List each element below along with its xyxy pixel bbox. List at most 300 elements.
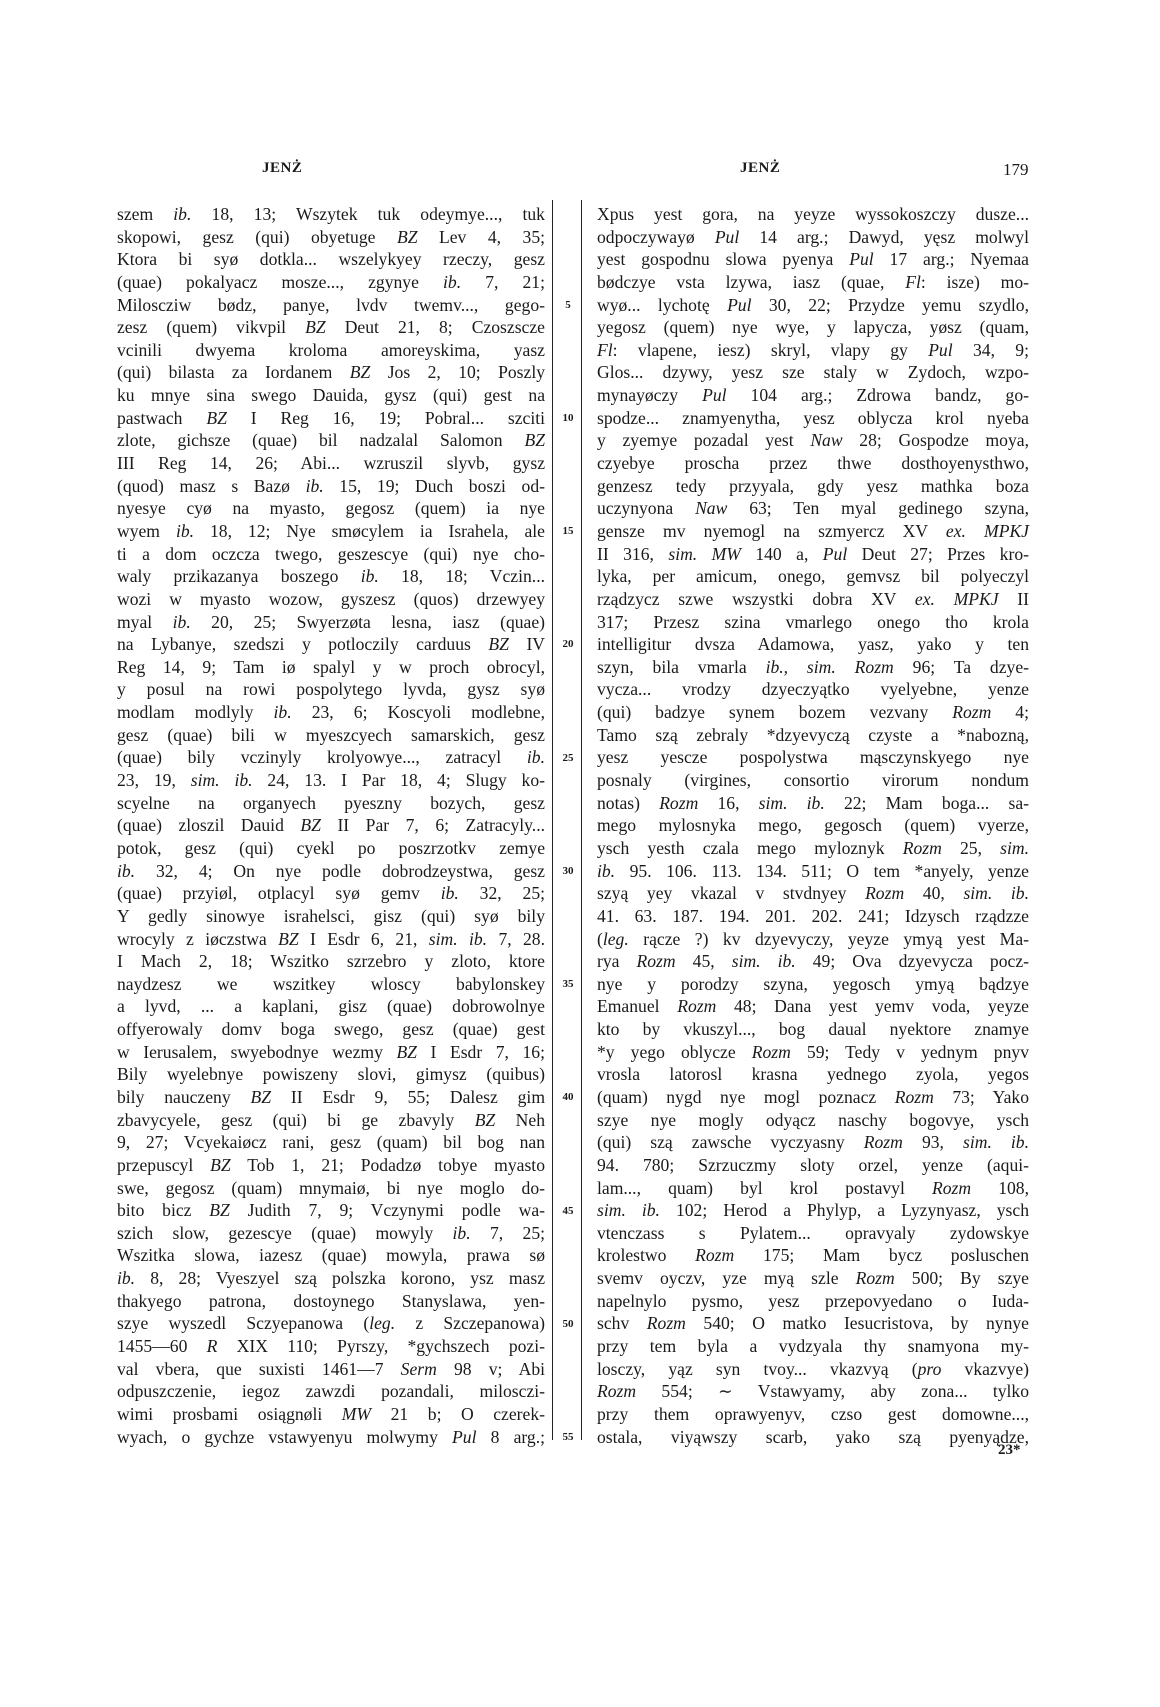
italic-abbreviation: ib. (440, 883, 459, 904)
text-run: krolestwo (597, 1245, 696, 1266)
line-number: 20 (562, 638, 574, 651)
text-line (597, 746, 1029, 769)
text-run: szyn, bila vmarla (597, 656, 766, 677)
text-line (597, 860, 1029, 883)
text-run: *y yego oblycze (597, 1041, 752, 1062)
italic-abbreviation: Rozm (597, 1381, 637, 1402)
text-run: skopowi, gesz (qui) obyetuge (117, 226, 397, 247)
text-run: 104 arg.; Zdrowa bandz, go- (726, 385, 1029, 406)
running-head-right: JENŻ (740, 160, 781, 176)
text-line (597, 1177, 1029, 1200)
italic-abbreviation: sim. ib. (963, 1132, 1029, 1153)
text-run: 23, 19, (117, 770, 191, 791)
text-run: szyą yey vkazal v stvdnyey (597, 883, 866, 904)
text-run: 21 b; O czerek- (371, 1403, 545, 1424)
line-number: 30 (562, 864, 574, 877)
column-divider-left (552, 200, 553, 1440)
italic-abbreviation: Serm (400, 1358, 437, 1379)
text-run: 7, 28. (487, 928, 545, 949)
text-line (117, 950, 545, 973)
text-line (597, 837, 1029, 860)
text-run: notas) (597, 792, 660, 813)
text-line (117, 1403, 545, 1426)
text-run: bito bicz (117, 1200, 210, 1221)
text-line (117, 407, 545, 430)
text-run: z Szczepanowa) (395, 1313, 545, 1334)
text-run: : isze) mo- (920, 271, 1029, 292)
italic-abbreviation: ib., sim. Rozm (765, 656, 894, 677)
text-run: szem (117, 204, 174, 224)
text-line (597, 1290, 1029, 1313)
italic-abbreviation: ex. MPKJ (914, 588, 999, 609)
text-run: 30, 22; Przydze yemu szydlo, (751, 294, 1029, 315)
text-line (117, 995, 545, 1018)
text-run: mego mylosnyka mego, gegosch (quem) vyerze, (597, 815, 1029, 836)
italic-abbreviation: Rozm (865, 883, 905, 904)
page-number: 179 (1003, 160, 1029, 179)
text-run: odpuszczenie, iegoz zawzdi pozandali, milosczi- (117, 1381, 545, 1402)
italic-abbreviation: Rozm (659, 792, 699, 813)
text-run: zesz (quem) vikvpil (117, 317, 306, 338)
italic-abbreviation: leg. (602, 928, 629, 949)
text-run: 554; ∼ Vstawyamy, aby zona... tylko (636, 1381, 1029, 1402)
text-run: Neh (495, 1109, 545, 1130)
italic-abbreviation: Rozm (894, 1086, 934, 1107)
text-run: bily nauczeny (117, 1086, 251, 1107)
line-number: 25 (562, 751, 574, 764)
text-run: ostala, viyąwszy scarb, yako szą pyenyądze, (597, 1426, 1029, 1447)
italic-abbreviation: sim. ib. (963, 883, 1029, 904)
text-run: Emanuel (597, 996, 678, 1017)
text-line (117, 361, 545, 384)
italic-abbreviation: Rozm (636, 951, 676, 972)
text-line (597, 1086, 1029, 1109)
text-line (117, 724, 545, 747)
text-run: (quae) zloszil Dauid (117, 815, 301, 836)
text-run: Y gedly sinowye israhelsci, gisz (qui) syø bily (117, 905, 545, 926)
text-line (117, 543, 545, 566)
column-divider-right (581, 200, 582, 1440)
text-run: 15, 19; Duch boszi od- (323, 475, 545, 496)
text-run: waly przikazanya boszego (117, 566, 361, 587)
text-line (597, 701, 1029, 724)
text-run: rya (597, 951, 637, 972)
text-run: vrosla latorosl krasna yednego zyola, yegos (597, 1064, 1029, 1085)
text-run: IV (508, 634, 546, 655)
text-line (117, 1041, 545, 1064)
text-line (117, 271, 545, 294)
text-run: myal (117, 611, 173, 632)
text-line (117, 203, 545, 226)
text-run: 28; Gospodze moya, (842, 430, 1029, 451)
italic-abbreviation: Naw (695, 498, 728, 519)
italic-abbreviation: sim. ib. (731, 951, 796, 972)
text-run: I Reg 16, 19; Pobral... szciti (226, 407, 545, 428)
text-run: wrocyly z iøczstwa (117, 928, 279, 949)
text-run: zlote, gichsze (quae) bil nadzalal Salomon (117, 430, 525, 451)
text-line (597, 1267, 1029, 1290)
text-run: thakyego patrona, dostoynego Stanyslawa, yen- (117, 1290, 545, 1311)
italic-abbreviation: ib. (452, 1222, 471, 1243)
text-line (117, 565, 545, 588)
line-number: 40 (562, 1091, 574, 1104)
text-run: Judith 7, 9; Vczynymi podle wa- (229, 1200, 545, 1221)
text-run: odpoczywayø (597, 226, 715, 247)
text-line (597, 950, 1029, 973)
text-line (597, 1403, 1029, 1426)
text-run: (quam) nygd nye mogl poznacz (597, 1086, 895, 1107)
text-run: 96; Ta dzye- (893, 656, 1029, 677)
text-run: Bily wyelebnye powiszeny slovi, gimysz (quibus) (117, 1064, 545, 1085)
italic-abbreviation: MW (341, 1403, 372, 1424)
text-line (597, 1426, 1029, 1449)
text-run: 73; Yako (933, 1086, 1029, 1107)
text-run: yegosz (quem) nye wye, y lapycza, yøsz (quam, (597, 317, 1029, 338)
italic-abbreviation: ib. (360, 566, 379, 587)
text-run: II Esdr 9, 55; Dalesz gim (271, 1086, 546, 1107)
text-run: vycza... vrodzy dzyeczyątko vyelyebne, yenze (597, 679, 1029, 700)
text-run: y posul na rowi pospolytego lyvda, gysz syø (117, 679, 545, 700)
text-run: 14 arg.; Dawyd, yęsz molwyl (739, 226, 1029, 247)
text-line (117, 339, 545, 362)
text-line (597, 203, 1029, 226)
text-line (117, 588, 545, 611)
text-run: szich slow, gezescye (quae) mowyly (117, 1222, 453, 1243)
text-line (597, 588, 1029, 611)
text-run: 34, 9; (952, 339, 1029, 360)
text-run: naydzesz we wszitkey wloscy babylonskey (117, 973, 545, 994)
line-number: 15 (562, 525, 574, 538)
text-run: posnaly (virgines, consortio virorum nondum (597, 770, 1029, 791)
text-line (597, 1154, 1029, 1177)
running-head-left: JENŻ (262, 160, 303, 176)
text-run: 102; Herod a Phylyp, a Lyzynyasz, ysch (659, 1200, 1029, 1221)
text-line (597, 452, 1029, 475)
text-run: uczynyona (597, 498, 696, 519)
italic-abbreviation: ib. (173, 204, 192, 224)
text-run: svemv oyczv, yze myą szle (597, 1268, 856, 1289)
text-line (117, 1063, 545, 1086)
italic-abbreviation: ib. (117, 860, 136, 881)
text-run: Xpus yest gora, na yeyze wyssokoszczy dusze... (597, 204, 1029, 224)
text-line (597, 1358, 1029, 1381)
italic-abbreviation: sim. (1000, 837, 1029, 858)
text-run: 22; Mam boga... sa- (824, 792, 1030, 813)
text-run: nyesye cyø na myasto, gegosz (quem) ia nye (117, 498, 545, 519)
text-run: Tob 1, 21; Podadzø tobye myasto (230, 1154, 545, 1175)
text-run: Tamo szą zebraly *dzyevyczą czyste a *nabozną, (597, 724, 1029, 745)
text-line (597, 995, 1029, 1018)
text-run: na Lybanye, szedszi y potloczily carduus (117, 634, 489, 655)
italic-abbreviation: Rozm (677, 996, 717, 1017)
text-run: wyø... lychotę (597, 294, 728, 315)
text-run: III Reg 14, 26; Abi... wzruszil slyvb, gysz (117, 453, 545, 474)
text-line (117, 928, 545, 951)
text-run: y zyemye pozadal yest (597, 430, 811, 451)
text-run: (quae) pokalyacz mosze..., zgynye (117, 271, 444, 292)
text-run: (qui) badzye synem bozem vezvany (597, 702, 953, 723)
italic-abbreviation: ib. (443, 271, 462, 292)
text-line (117, 384, 545, 407)
text-run: : vlapene, iesz) skryl, vlapy gy (612, 339, 929, 360)
text-run: 1455—60 (117, 1336, 207, 1357)
text-run: 63; Ten myal gedinego szyna, (727, 498, 1030, 519)
text-run: 93, (902, 1132, 963, 1153)
text-run: 23, 6; Koscyoli modlebne, (291, 702, 545, 723)
text-run: ysch yesth czala mego myloznyk (597, 837, 903, 858)
italic-abbreviation: Rozm (931, 1177, 972, 1198)
line-number: 55 (562, 1431, 574, 1444)
italic-abbreviation: ib. (273, 702, 292, 723)
text-line (597, 656, 1029, 679)
text-run: ( (597, 928, 603, 949)
text-line (597, 792, 1029, 815)
italic-abbreviation: Fl (905, 271, 921, 292)
line-number: 45 (562, 1204, 574, 1217)
text-line (597, 1018, 1029, 1041)
italic-abbreviation: pro (917, 1358, 942, 1379)
text-run: vtenczass s Pylatem... opravyaly zydowskye (597, 1222, 1029, 1243)
text-run: 8, 28; Vyeszyel szą polszka korono, ysz masz (135, 1268, 545, 1289)
text-run: 95. 106. 113. 134. 511; O tem *anyely, yenze (615, 860, 1029, 881)
text-run: 40, (904, 883, 964, 904)
italic-abbreviation: sim. ib. (190, 770, 253, 791)
text-line (597, 384, 1029, 407)
text-line (597, 882, 1029, 905)
text-line (597, 1244, 1029, 1267)
text-run: vcinili dwyema kroloma amoreyskima, yasz (117, 339, 545, 360)
text-run: intelligitur dvsza Adamowa, yasz, yako y ten (597, 634, 1029, 655)
text-line (117, 475, 545, 498)
line-number: 10 (562, 411, 574, 424)
text-line (117, 633, 545, 656)
text-line (117, 1290, 545, 1313)
italic-abbreviation: Rozm (863, 1132, 903, 1153)
italic-abbreviation: leg. (369, 1313, 396, 1334)
italic-abbreviation: BZ (396, 1041, 417, 1062)
italic-abbreviation: BZ (250, 1086, 272, 1107)
text-line (117, 1358, 545, 1381)
text-line (597, 271, 1029, 294)
text-run: gesz (quae) bili w myeszcyech samarskich, gesz (117, 724, 545, 745)
text-line (117, 905, 545, 928)
italic-abbreviation: Pul (452, 1426, 477, 1447)
italic-abbreviation: Fl (597, 339, 613, 360)
text-run: wyach, o gychze vstawyenyu molwymy (117, 1426, 453, 1447)
text-line (117, 1312, 545, 1335)
text-run: zbavycyele, gesz (qui) bi ge zbavyly (117, 1109, 475, 1130)
text-run: 9, 27; Vcyekaiøcz rani, gesz (quam) bil bog nan (117, 1132, 545, 1153)
text-run: II (998, 588, 1029, 609)
text-line (597, 1335, 1029, 1358)
text-run: 4; (991, 702, 1029, 723)
text-run: napelnylo pysmo, yesz przepovyedano o Iuda- (597, 1290, 1029, 1311)
text-run: 20, 25; Swyerzøta lesna, iasz (quae) (190, 611, 546, 632)
text-run: 500; By szye (894, 1268, 1029, 1289)
text-run: yesz yescze pospolystwa mąsczynskyego nye (597, 747, 1029, 768)
italic-abbreviation: Pul (928, 339, 953, 360)
italic-abbreviation: Pul (727, 294, 752, 315)
text-line (597, 1199, 1029, 1222)
italic-abbreviation: ex. MPKJ (945, 520, 1029, 541)
text-line (597, 407, 1029, 430)
text-run: I Esdr 7, 16; (416, 1041, 545, 1062)
text-run: scyelne na organyech pyeszny bozych, gesz (117, 792, 545, 813)
italic-abbreviation: BZ (349, 362, 371, 383)
signature-mark: 23* (998, 1442, 1021, 1458)
italic-abbreviation: BZ (206, 407, 227, 428)
text-run: modlam modlyly (117, 702, 274, 723)
text-run: 25, (941, 837, 1001, 858)
italic-abbreviation: Rozm (902, 837, 942, 858)
text-run: ti a dom oczcza twego, geszescye (qui) nye cho- (117, 543, 545, 564)
italic-abbreviation: Rozm (952, 702, 992, 723)
italic-abbreviation: ib. (117, 1268, 136, 1289)
text-line (117, 792, 545, 815)
italic-abbreviation: BZ (278, 928, 299, 949)
text-line (597, 361, 1029, 384)
text-line (597, 1222, 1029, 1245)
text-run: Deut 27; Przes kro- (847, 543, 1029, 564)
text-line (117, 814, 545, 837)
text-run: Wszitka slowa, iazesz (quae) mowyla, prawa sø (117, 1245, 545, 1266)
text-run: wyem (117, 520, 176, 541)
italic-abbreviation: ib. (597, 860, 616, 881)
italic-abbreviation: sim. ib. (428, 928, 488, 949)
text-run: 16, (698, 792, 759, 813)
text-run: ku mnye sina swego Dauida, gysz (qui) gest na (117, 385, 545, 406)
text-run: Glos... dzywy, yesz sze staly w Zydoch, wzpo- (597, 362, 1029, 383)
text-run: 32, 25; (458, 883, 546, 904)
text-line (597, 520, 1029, 543)
text-run: (qui) bilasta za Iordanem (117, 362, 350, 383)
text-line (117, 248, 545, 271)
text-run: losczy, yąz syn tvoy... vkazvyą ( (597, 1358, 918, 1379)
text-run: Jos 2, 10; Poszly (370, 362, 546, 383)
text-run: lam..., quam) byl krol postavyl (597, 1177, 932, 1198)
text-line (117, 1380, 545, 1403)
text-line (117, 701, 545, 724)
text-line (117, 1131, 545, 1154)
text-run: Miloscziw bødz, panye, lvdv twemv..., gego- (117, 294, 545, 315)
text-run: gensze mv nyemogl na szmyercz XV (597, 520, 946, 541)
italic-abbreviation: BZ (305, 317, 326, 338)
text-run: rącze ?) kv dzyevyczy, yeyze ymyą yest Ma- (628, 928, 1029, 949)
text-line (117, 1199, 545, 1222)
text-run: 540; O matko Iesucristova, by nynye (685, 1313, 1029, 1334)
text-line (117, 656, 545, 679)
italic-abbreviation: BZ (488, 634, 509, 655)
text-run: (qui) szą zawsche vyczyasny (597, 1132, 864, 1153)
line-number: 35 (562, 978, 574, 991)
text-line (117, 1335, 545, 1358)
text-line (597, 1312, 1029, 1335)
text-line (117, 837, 545, 860)
text-run: Deut 21, 8; Czoszscze (325, 317, 545, 338)
text-run: bødczye vsta lzywa, iasz (quae, (597, 271, 906, 292)
text-run: spodze... znamyenytha, yesz oblycza krol nyeba (597, 407, 1029, 428)
text-line (597, 928, 1029, 951)
text-line (597, 294, 1029, 317)
text-run: 7, 21; (461, 271, 545, 292)
text-line (597, 633, 1029, 656)
text-line (117, 1109, 545, 1132)
text-line (117, 860, 545, 883)
text-run: 98 v; Abi (436, 1358, 545, 1379)
text-line (117, 678, 545, 701)
line-number: 5 (565, 298, 571, 311)
text-run: szye wyszedl Sczyepanowa ( (117, 1313, 370, 1334)
text-line (117, 429, 545, 452)
text-run: 317; Przesz szina vmarlego onego tho krola (597, 611, 1029, 632)
italic-abbreviation: sim. ib. (597, 1200, 660, 1221)
italic-abbreviation: BZ (210, 1154, 231, 1175)
text-run: 108, (971, 1177, 1030, 1198)
italic-abbreviation: Rozm (646, 1313, 686, 1334)
text-run: szye nye mogly odyącz naschy bogovye, ysch (597, 1109, 1029, 1130)
italic-abbreviation: BZ (524, 430, 545, 451)
text-run: 8 arg.; (476, 1426, 545, 1447)
text-run: I Mach 2, 18; Wszitko szrzebro y zloto, ktore (117, 951, 545, 972)
text-line (597, 475, 1029, 498)
text-run: 17 arg.; Nyemaa (873, 249, 1029, 270)
text-run: Lev 4, 35; (417, 226, 545, 247)
italic-abbreviation: Rozm (855, 1268, 895, 1289)
text-run: val vbera, que suxisti 1461—7 (117, 1358, 401, 1379)
italic-abbreviation: Pul (702, 385, 727, 406)
italic-abbreviation: sim. MW (668, 543, 741, 564)
text-line (597, 814, 1029, 837)
text-run: nye y porodzy szyna, yegosch ymyą bądzye (597, 973, 1029, 994)
text-run: pastwach (117, 407, 207, 428)
text-line (597, 497, 1029, 520)
text-line (597, 316, 1029, 339)
text-run: yest gospodnu slowa pyenya (597, 249, 850, 270)
text-run: 7, 25; (470, 1222, 545, 1243)
text-line (597, 339, 1029, 362)
text-run: kto by vkuszyl..., bog daual nyektore znamye (597, 1019, 1029, 1040)
text-line (597, 565, 1029, 588)
italic-abbreviation: ib. (172, 611, 191, 632)
text-line (117, 226, 545, 249)
text-run: 41. 63. 187. 194. 201. 202. 241; Idzysch rządzze (597, 905, 1029, 926)
text-line (117, 294, 545, 317)
text-line (597, 429, 1029, 452)
text-run: czyebye proscha przez thwe dosthoyenysthwo, (597, 453, 1029, 474)
text-run: 32, 4; On nye podle dobrodzeystwa, gesz (135, 860, 545, 881)
text-line (597, 1109, 1029, 1132)
italic-abbreviation: BZ (300, 815, 321, 836)
text-run: I Esdr 6, 21, (298, 928, 429, 949)
text-line (597, 973, 1029, 996)
text-line (117, 1222, 545, 1245)
text-run: (quae) przyiøl, otplacyl syø gemv (117, 883, 441, 904)
italic-abbreviation: BZ (474, 1109, 496, 1130)
text-line (117, 1154, 545, 1177)
italic-abbreviation: Pul (849, 249, 874, 270)
text-run: 49; Ova dzyevycza pocz- (795, 951, 1029, 972)
text-run: swe, gegosz (quam) mnymaiø, bi nye moglo do- (117, 1177, 545, 1198)
right-column (597, 203, 1029, 1448)
text-line (597, 1131, 1029, 1154)
text-line (597, 769, 1029, 792)
text-run: offyerowaly domv boga swego, gesz (quae) gest (117, 1019, 545, 1040)
text-line (597, 543, 1029, 566)
text-run: wimi prosbami osiągnøli (117, 1403, 342, 1424)
italic-abbreviation: sim. ib. (758, 792, 825, 813)
text-run: 18, 12; Nye smøcylem ia Israhela, ale (194, 520, 545, 541)
text-run: potok, gesz (qui) cyekl po poszrzotkv zemye (117, 837, 545, 858)
